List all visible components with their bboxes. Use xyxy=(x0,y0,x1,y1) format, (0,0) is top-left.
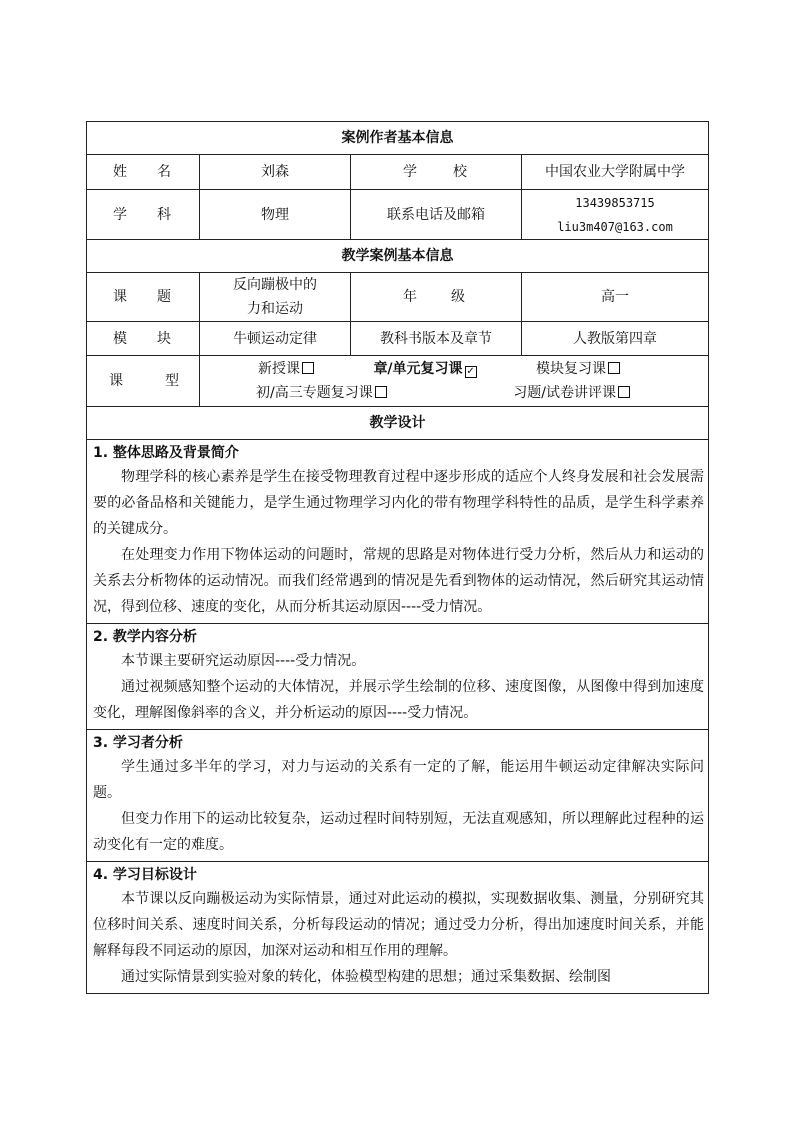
section-2-paragraph-1: 本节课主要研究运动原因----受力情况。 xyxy=(121,653,366,669)
phone-value: 13439853715 xyxy=(575,195,655,210)
section-4-row xyxy=(87,862,709,994)
type-label xyxy=(87,356,200,407)
contact-value xyxy=(522,190,709,240)
author-header-row xyxy=(87,122,709,155)
section-3 xyxy=(87,730,709,862)
section-3-title: 3. 学习者分析 xyxy=(93,735,183,751)
section-1 xyxy=(87,440,709,624)
type-exercise-option[interactable]: 习题/试卷讲评课 xyxy=(513,381,630,405)
contact-label: 联系电话及邮箱 xyxy=(351,190,522,240)
section-4-paragraph-1: 本节课以反向蹦极运动为实际情景，通过对此运动的模拟，实现数据收集、测量，分别研究其位移时间关系、速度时间关系，分析每段运动的情况；通过受力分析，得出加速度时间关系，并能解释每段不同运动的原因，加深对运动和相互作用的理解。 xyxy=(93,891,704,959)
module-label-b: 块 xyxy=(157,330,171,347)
school-label-a: 学 xyxy=(403,164,417,180)
section-4-paragraph-2: 通过实际情景到实验对象的转化，体验模型构建的思想；通过采集数据、绘制图 xyxy=(121,969,611,985)
grade-label-b: 级 xyxy=(451,289,465,305)
module-label xyxy=(87,322,200,356)
school-label xyxy=(351,155,522,190)
topic-label-b: 题 xyxy=(157,289,171,305)
section-2-paragraph-2: 通过视频感知整个运动的大体情况，并展示学生绘制的位移、速度图像，从图像中得到加速度变化，理解图像斜率的含义，并分析运动的原因----受力情况。 xyxy=(93,679,704,721)
type-label-a: 课 xyxy=(109,373,123,389)
type-label-b: 型 xyxy=(165,373,179,389)
section-4 xyxy=(87,862,709,994)
design-header-row xyxy=(87,407,709,440)
type-options xyxy=(200,356,709,407)
section-1-paragraph-1: 物理学科的核心素养是学生在接受物理教育过程中逐步形成的适应个人终身发展和社会发展需要的必备品格和关键能力，是学生通过物理学习内化的带有物理学科特性的品质，是学生科学素养的关键成分。 xyxy=(93,469,704,537)
author-row-1 xyxy=(87,155,709,190)
type-chapter-checkbox[interactable]: ✓ xyxy=(466,366,475,377)
name-label-a: 姓 xyxy=(113,164,127,180)
type-new-option[interactable]: 新授课 xyxy=(258,357,314,381)
grade-label xyxy=(351,273,522,322)
section-2 xyxy=(87,624,709,730)
case-row-2 xyxy=(87,322,709,356)
section-1-paragraph-2: 在处理变力作用下物体运动的问题时，常规的思路是对物体进行受力分析，然后从力和运动的关系去分析物体的运动情况。而我们经常遇到的情况是先看到物体的运动情况，然后研究其运动情况，得到位移、速度的变化，从而分析其运动原因----受力情况。 xyxy=(93,547,704,615)
design-title: 教学设计 xyxy=(87,407,709,440)
section-2-row xyxy=(87,624,709,730)
topic-label-a: 课 xyxy=(113,289,127,305)
type-exercise-checkbox[interactable] xyxy=(618,386,630,398)
textbook-label: 教科书版本及章节 xyxy=(351,322,522,356)
type-module-option[interactable]: 模块复习课 xyxy=(536,357,620,381)
case-section-title: 教学案例基本信息 xyxy=(87,240,709,273)
type-line-2 xyxy=(200,381,708,405)
topic-value-line2: 力和运动 xyxy=(247,301,303,317)
type-special-checkbox[interactable] xyxy=(375,386,387,398)
section-3-row xyxy=(87,730,709,862)
section-1-title: 1. 整体思路及背景简介 xyxy=(93,445,239,461)
section-4-title: 4. 学习目标设计 xyxy=(93,867,197,883)
type-line-1 xyxy=(200,357,708,381)
name-label xyxy=(87,155,200,190)
section-2-title: 2. 教学内容分析 xyxy=(93,629,197,645)
type-new-checkbox[interactable] xyxy=(302,362,314,374)
grade-label-a: 年 xyxy=(403,289,417,305)
type-special-option[interactable]: 初/高三专题复习课 xyxy=(256,381,387,405)
case-row-3 xyxy=(87,356,709,407)
grade-value: 高一 xyxy=(522,273,709,322)
topic-label xyxy=(87,273,200,322)
author-row-2 xyxy=(87,190,709,240)
type-module-checkbox[interactable] xyxy=(608,362,620,374)
section-3-paragraph-2: 但变力作用下的运动比较复杂，运动过程时间特别短，无法直观感知，所以理解此过程种的运动变化有一定的难度。 xyxy=(93,811,704,853)
textbook-value: 人教版第四章 xyxy=(522,322,709,356)
case-header-row xyxy=(87,240,709,273)
author-section-title: 案例作者基本信息 xyxy=(87,122,709,155)
module-value: 牛顿运动定律 xyxy=(200,322,351,356)
section-1-row xyxy=(87,440,709,624)
module-label-a: 模 xyxy=(113,330,127,347)
subject-label-b: 科 xyxy=(157,206,171,223)
school-value: 中国农业大学附属中学 xyxy=(522,155,709,190)
school-label-b: 校 xyxy=(453,164,467,180)
type-chapter-option[interactable]: 章/单元复习课 ✓ xyxy=(373,361,475,377)
subject-label xyxy=(87,190,200,240)
name-value: 刘森 xyxy=(200,155,351,190)
topic-value xyxy=(200,273,351,322)
email-value: liu3m407@163.com xyxy=(557,219,673,234)
topic-value-line1: 反向蹦极中的 xyxy=(233,277,317,293)
case-row-1 xyxy=(87,273,709,322)
case-info-table xyxy=(86,121,709,994)
section-3-paragraph-1: 学生通过多半年的学习，对力与运动的关系有一定的了解，能运用牛顿运动定律解决实际问题。 xyxy=(93,759,704,801)
subject-value: 物理 xyxy=(200,190,351,240)
subject-label-a: 学 xyxy=(113,206,127,223)
name-label-b: 名 xyxy=(157,164,171,180)
